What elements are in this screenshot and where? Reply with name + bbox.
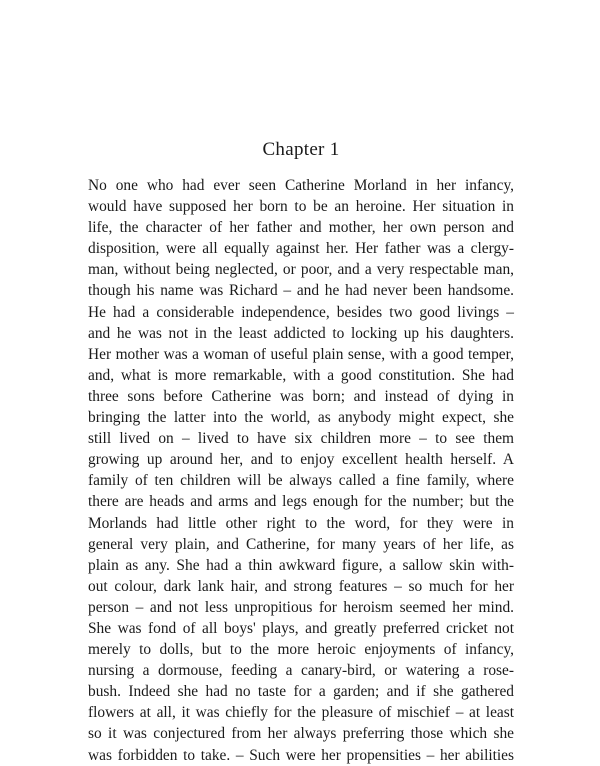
text-line: flowers at all, it was chiefly for the pleasure of mischief – at least: [88, 704, 514, 722]
text-line: life, the character of her father and mother, her own person and: [88, 219, 514, 237]
text-line: disposition, were all equally against her. Her father was a clergy-: [88, 240, 514, 258]
text-line: was forbidden to take. – Such were her propensities – her abilities: [88, 746, 514, 764]
text-line: nursing a dormouse, feeding a canary-bird, or watering a rose-: [88, 662, 514, 680]
text-line: bringing the latter into the world, as anybody might expect, she: [88, 409, 514, 427]
text-line: and he was not in the least addicted to locking up his daughters.: [88, 324, 514, 342]
text-line: growing up around her, and to enjoy excellent health herself. A: [88, 451, 514, 469]
text-line: and, what is more remarkable, with a good constitution. She had: [88, 366, 514, 384]
text-line: though his name was Richard – and he had never been handsome.: [88, 282, 514, 300]
text-line: still lived on – lived to have six children more – to see them: [88, 430, 514, 448]
text-line: three sons before Catherine was born; and instead of dying in: [88, 387, 514, 405]
text-line: plain as any. She had a thin awkward figure, a sallow skin with-: [88, 556, 514, 574]
chapter-body: [88, 175, 514, 766]
text-line: Her mother was a woman of useful plain sense, with a good temper,: [88, 345, 514, 363]
text-line: person – and not less unpropitious for heroism seemed her mind.: [88, 598, 514, 616]
text-line: bush. Indeed she had no taste for a garden; and if she gathered: [88, 683, 514, 701]
book-page: [88, 138, 514, 766]
text-line: merely to dolls, but to the more heroic enjoyments of infancy,: [88, 641, 514, 659]
text-line: She was fond of all boys' plays, and greatly preferred cricket not: [88, 619, 514, 637]
text-line: He had a considerable independence, besides two good livings –: [88, 303, 514, 321]
text-line: man, without being neglected, or poor, and a very respectable man,: [88, 261, 514, 279]
text-line: No one who had ever seen Catherine Morland in her infancy,: [88, 177, 514, 194]
text-line: out colour, dark lank hair, and strong features – so much for her: [88, 577, 514, 595]
text-line: family of ten children will be always called a fine family, where: [88, 472, 514, 490]
text-line: general very plain, and Catherine, for many years of her life, as: [88, 535, 514, 553]
text-line: would have supposed her born to be an heroine. Her situation in: [88, 198, 514, 216]
text-line: so it was conjectured from her always preferring those which she: [88, 725, 514, 743]
text-line: Morlands had little other right to the word, for they were in: [88, 514, 514, 532]
text-line: there are heads and arms and legs enough for the number; but the: [88, 493, 514, 511]
chapter-title: Chapter 1: [262, 139, 340, 160]
